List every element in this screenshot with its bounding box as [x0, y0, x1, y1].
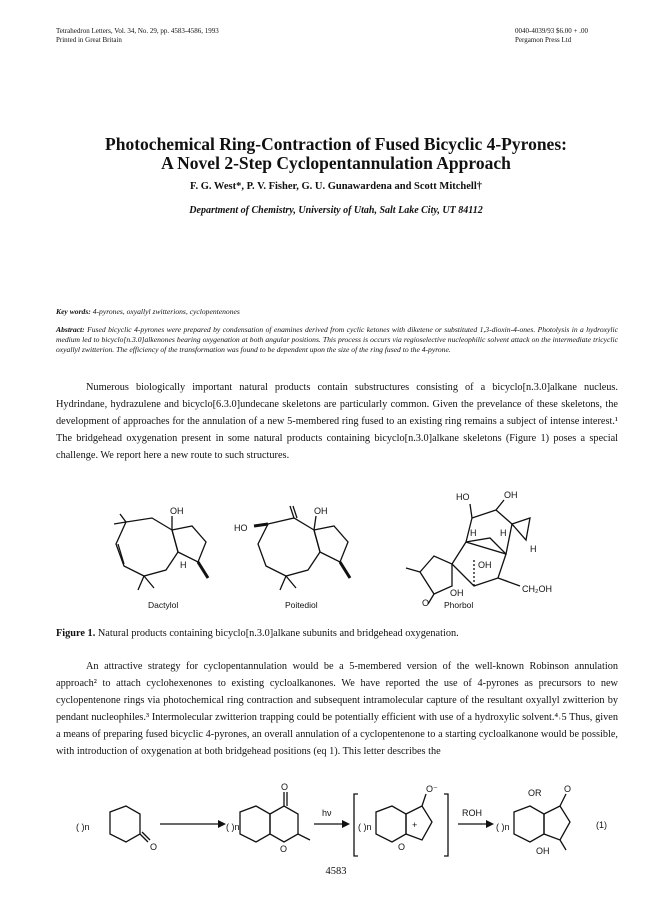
- price-code: 0040-4039/93 $6.00 + .00: [515, 27, 588, 35]
- body-paragraph-2: An attractive strategy for cyclopentannulation would be a 5-membered version of the well-known Robinson annulation approach² to attach cyclohexenones to existing cycloalkanones. We have reported the use of 4-pyrones as precursors to new cyclopentenone rings via photochemical ring contraction and subsequent intramolecular capture of the resultant oxyallyl zwitterion by pendant nucleophiles.³ Intermolecular zwitterion trapping could be potentially efficient with use of a hydroxylic solvent.⁴˒5 Thus, given a means of preparing fused bicyclic 4-pyrones, an overall annulation of a cyclopentenone to a starting cycloalkanone would be possible, with introduction of oxygenation at both bridgehead positions (eq 1). This letter describes the: [56, 661, 618, 757]
- eq1-zwitterion-oxide: O⁻: [426, 784, 438, 794]
- phorbol-h-cyclopropane: H: [530, 544, 537, 554]
- eq1-zwitterion-charge: +: [412, 820, 418, 830]
- dactylol-h: H: [180, 560, 187, 570]
- body-paragraph-1: Numerous biologically important natural products contain substructures consisting of a bicyclo[n.3.0]alkane nucleus. Hydrindane, hydrazulene and bicyclo[6.3.0]undecane skeletons are particularly common. Given the prevelance of these skeletons, the development of approaches for the annulation of a new 5-membered ring fused to an existing ring remains a subject of intense interest.¹ The bridgehead oxygenation present in some natural products containing bicyclo[n.3.0]alkane skeletons (Figure 1) poses a special challenge. We report here a new route to such structures.: [56, 382, 618, 461]
- eq1-hv: hν: [322, 808, 332, 818]
- phorbol-structure: [412, 490, 552, 608]
- phorbol-oh-mid: OH: [478, 560, 492, 570]
- phorbol-oh-low: OH: [450, 588, 464, 598]
- phorbol-h-left: H: [470, 528, 477, 538]
- abstract-text: Fused bicyclic 4-pyrones were prepared by condensation of enamines derived from cyclic ketones with diketene or substituted 1,3-dioxin-4-ones. Photolysis in a hydroxylic medium led to bicyclo[n.3.0]alkenones bearing oxygenation at both angular positions. This process is occurs via regioselective nucleophilic solvent attack on the intermediate tricyclic oxyallyl zwitterion. The efficiency of the transformation was found to be dependent upon the size of the ring fused to the 4-pyrone.: [56, 325, 618, 355]
- eq1-zwitterion-bridge-o: O: [398, 842, 406, 852]
- title-line-1: Photochemical Ring-Contraction of Fused Bicyclic 4-Pyrones:: [105, 134, 567, 154]
- poitediol-ho: HO: [234, 523, 248, 533]
- figure-1-caption: [56, 628, 618, 639]
- eq1-ring-size-4: ( )n: [496, 822, 510, 832]
- abstract-label: Abstract:: [56, 325, 85, 334]
- printed-in: Printed in Great Britain: [56, 36, 122, 44]
- poitediol-structure: [234, 506, 360, 592]
- keywords: [56, 307, 616, 317]
- keywords-label: Key words:: [56, 307, 91, 316]
- eq1-ring-size-2: ( )n: [226, 822, 240, 832]
- phorbol-ho: HO: [456, 492, 470, 502]
- journal-citation: Tetrahedron Letters, Vol. 34, No. 29, pp. 4583-4586, 1993: [56, 27, 219, 35]
- poitediol-oh: OH: [314, 506, 328, 516]
- dactylol-label: Dactylol: [148, 600, 179, 610]
- eq1-roh: ROH: [462, 808, 482, 818]
- eq1-product-or: OR: [528, 788, 542, 798]
- keywords-text: 4-pyrones, oxyallyl zwitterions, cyclopentenones: [92, 307, 240, 316]
- phorbol-o: O: [422, 598, 430, 608]
- eq1-pyrone-ring-o: O: [280, 844, 288, 854]
- poitediol-label: Poitediol: [285, 600, 318, 610]
- phorbol-oh-top: OH: [504, 490, 518, 500]
- phorbol-label: Phorbol: [444, 600, 474, 610]
- dactylol-structure: [108, 506, 218, 592]
- eq1-ring-size-3: ( )n: [358, 822, 372, 832]
- publisher: Pergamon Press Ltd: [515, 36, 572, 44]
- eq1-product-oh: OH: [536, 846, 550, 856]
- figure-1-caption-text: Natural products containing bicyclo[n.3.0]alkane subunits and bridgehead oxygenation.: [97, 628, 459, 639]
- figure-1-caption-label: Figure 1.: [56, 628, 96, 639]
- equation-1-scheme: [0, 782, 672, 860]
- eq1-number: (1): [596, 820, 607, 830]
- eq1-pyrone-carbonyl-o: O: [281, 782, 289, 792]
- dactylol-oh: OH: [170, 506, 184, 516]
- affiliation: Department of Chemistry, University of Utah, Salt Lake City, UT 84112: [189, 205, 483, 216]
- eq1-ketone-o: O: [150, 842, 158, 852]
- eq1-ring-size-1: ( )n: [76, 822, 90, 832]
- phorbol-h-right: H: [500, 528, 507, 538]
- phorbol-ch2oh: CH₂OH: [522, 584, 552, 594]
- page-number: 4583: [325, 866, 347, 877]
- abstract: [56, 325, 618, 356]
- title-line-2: A Novel 2-Step Cyclopentannulation Approach: [161, 153, 511, 173]
- authors: F. G. West*, P. V. Fisher, G. U. Gunawardena and Scott Mitchell†: [190, 181, 482, 192]
- eq1-product-carbonyl-o: O: [564, 784, 572, 794]
